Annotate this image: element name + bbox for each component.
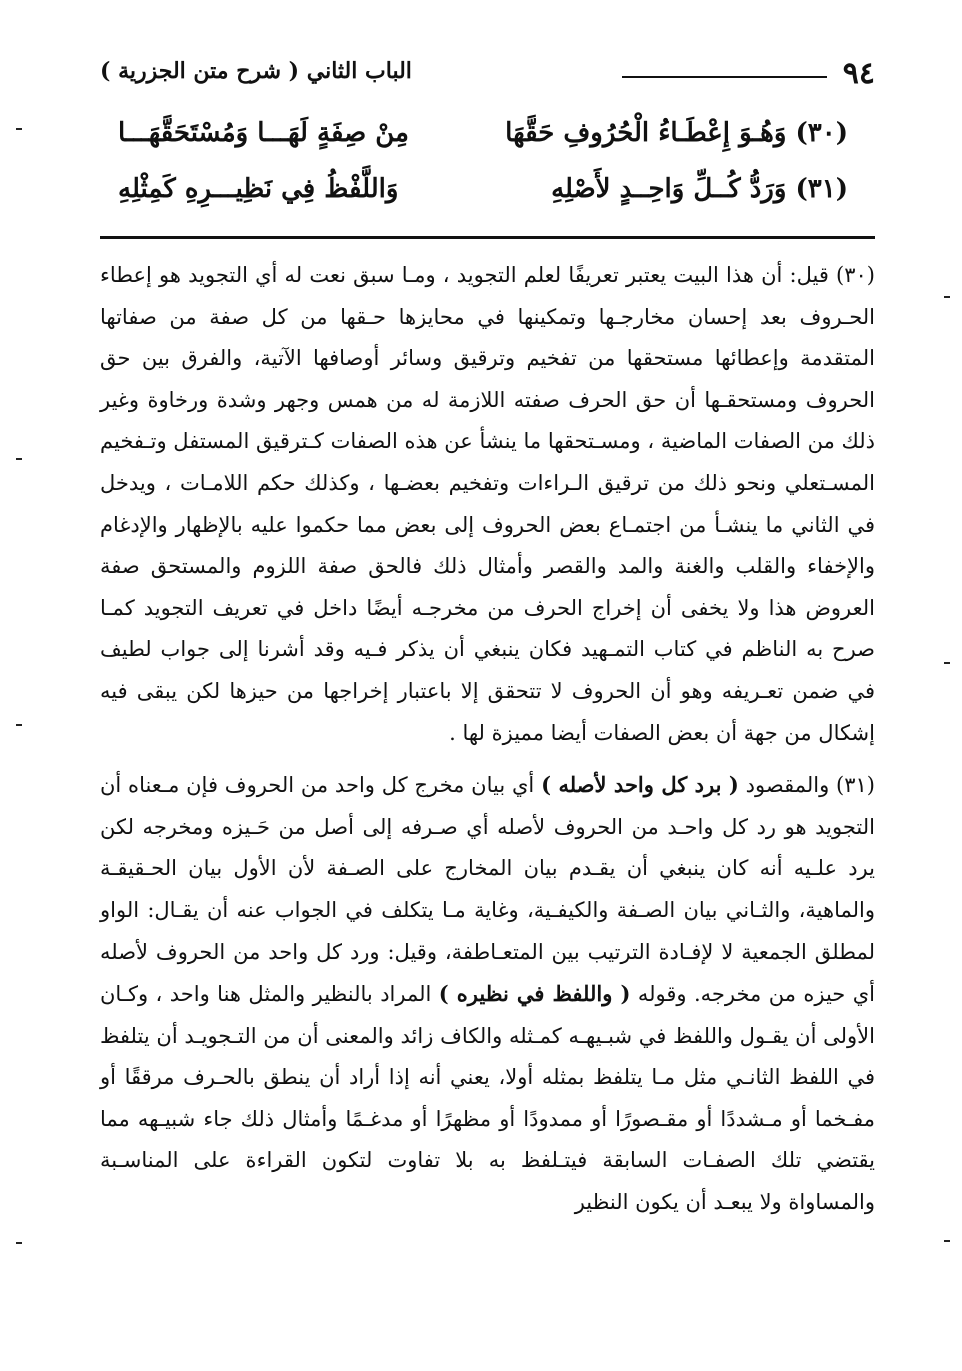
quoted-phrase-1: ( برد كل واحد لأصله ) [541, 772, 739, 798]
verse-30-first-hemistich: (٣٠) وَهُـوَ إِعْطَـاءُ الْحُرُوفِ حَقَّهَا [505, 118, 848, 148]
verse-31 [118, 174, 848, 230]
commentary-body [100, 255, 875, 1224]
verse-separator-rule [100, 236, 875, 239]
verse-30 [118, 118, 848, 174]
margin-mark [944, 662, 950, 664]
quoted-phrase-2: ( واللفظ في نظيره ) [438, 981, 631, 1007]
commentary-paragraph-31 [100, 764, 875, 1224]
paragraph-31-closing: المراد بالنظير والمثل هنا واحد ، وكـان الأولى أن يقـول واللفظ في شبـيهـه كمـثله والكاف زائد والمعنى أن من التـجويـد أن يتلفظ في اللفظ الثانـي مثل مـا يتلفظ بمثله أولا، يعني أنه إذا أراد أن ينطق بالحـرف مرققًا أو مفـخما أو مـشددًا أو مقـصورًا أو ممدودًا أو مظهرًا أو مدغـمًا وأمثال ذلك جاء شبيـهه مما يقتضي تلك الصفـات السابقة فيتـلفظ به بلا تفاوت لتكون القراءة على المناسـبة والمساواة ولا يبعـد أن يكون النظير [100, 982, 875, 1215]
commentary-paragraph-30: (٣٠) قيل: أن هذا البيت يعتبر تعريفًا لعلم التجويد ، ومـا سبق نعت له أي التجويد هو إعطاء الحـروف بعد إحسان مخارجـها وتمكينها في محايزها حـقها من كل صفة من صفاتها المتقدمة وإعطائها مستحقها من تفخيم وترقيق وسائر أوصافها الآتية، والفرق بين حق الحروف ومستحقـها أن حق الحرف صفته اللازمة له من همس وجهر وشدة ورخاوة وغير ذلك من الصفات الماضية ، ومسـتحقها ما ينشأ عن هذه الصفات كـترقيق المستفل وتـفخيم المسـتعلي ونحو ذلك من ترقيق الـراءات وتفخيم بعضـها ، وكذلك حكم اللامـات ، ويدخل في الثاني ما ينشـأ من اجتمـاع بعض الحروف إلى بعض مما حكموا عليه بالإظهار والإدغام والإخفاء والقلب والغنة والمد والقصر وأمثال ذلك فالحق صفة اللزوم والمستحق صفة العروض هذا ولا يخفى أن إخراج الحرف من مخرجـه أيضًا داخل في تعريف التجويد كمـا صرح به الناظم في كتاب التمـهيد فكان ينبغي أن يذكر فـيه وقد أشرنا إلى جواب لطيف في ضمن تعـريفه وهو أن الحروف لا تتحقق إلا باعتبار إخراجها من حيزها لكن يبقى فيه إشكال من جهة أن بعض الصفات أيضا مميزة لها . [100, 263, 875, 745]
page-number: ٩٤ [842, 56, 875, 91]
margin-mark [16, 458, 22, 460]
margin-mark [16, 1242, 22, 1244]
header-rule [622, 76, 827, 78]
margin-mark [944, 296, 950, 298]
margin-mark [16, 724, 22, 726]
paragraph-31-opening: (٣١) والمقصود [745, 773, 875, 798]
paragraph-31-middle: أي بيان مخرج كل واحد من الحروف فإن مـعناه أن التجويد هو رد كل واحـد من الحروف لأصله أي صـرفه إلى أصل من حَـيزه ومخرجه لكن يرد علـيه أنه كان ينبغي أن يقـدم بيان المخارج على الصـفة لأن الأول بيان الحـقيقـة والماهية، والثـاني بيان الصـفة والكيفـية، وغاية مـا يتكلف في الجواب عنه أن يقـال: الواو لمطلق الجمعية لا لإفـادة الترتيب بين المتعـاطفة، وقيل: ورد كل واحد من الحروف لأصله أي حيزه من مخرجه. وقوله [100, 773, 876, 1007]
verse-31-second-hemistich: وَاللَّفْظُ فِي نَظِيـــرِهِ كَمِثْلِهِ [118, 174, 399, 204]
margin-mark [944, 1240, 950, 1242]
running-title: الباب الثاني ( شرح متن الجزرية ) [100, 58, 412, 84]
verse-31-first-hemistich: (٣١) وَرَدُّ كُــلِّ وَاحِــدٍ لأَصْلِهِ [551, 174, 848, 204]
verse-30-second-hemistich: مِنْ صِفَةٍ لَهَـــا وَمُسْتَحَقَّهَـــا [118, 118, 409, 148]
page-header [100, 56, 875, 96]
margin-mark [16, 128, 22, 130]
verse-block [118, 118, 848, 230]
